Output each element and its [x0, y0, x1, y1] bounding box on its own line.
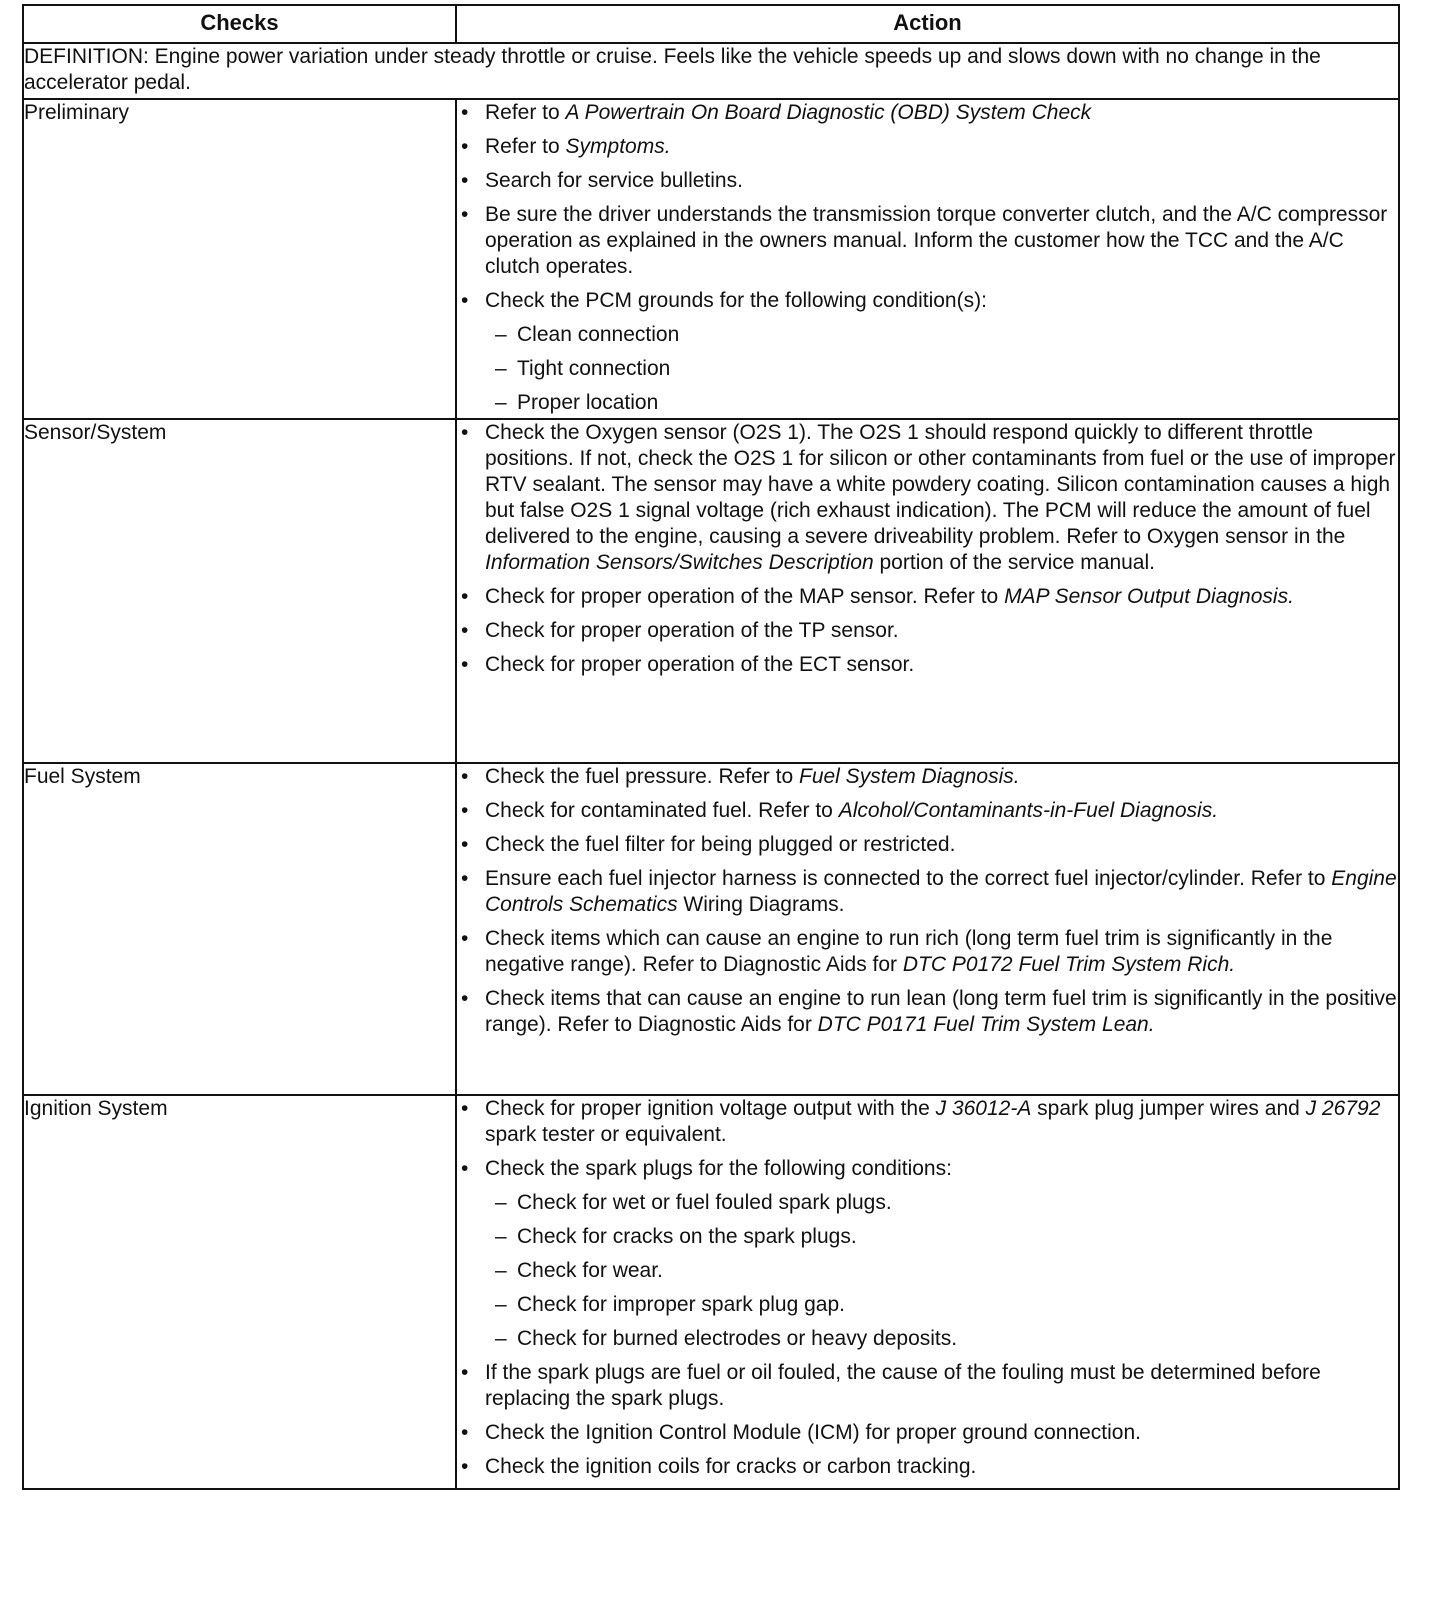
text-run: Refer to: [485, 101, 566, 124]
bullet-dot-icon: •: [461, 927, 469, 950]
text-run: Check for proper ignition voltage output with the: [485, 1097, 936, 1120]
bullet-text: [485, 799, 1218, 822]
bullet-text: [485, 1455, 976, 1478]
dash-icon: –: [495, 1293, 507, 1316]
action-bullet: [457, 420, 1398, 576]
bullet-dot-icon: •: [461, 135, 469, 158]
dash-icon: –: [495, 323, 507, 346]
action-bullet: [457, 168, 1398, 194]
bullet-text: [485, 1157, 952, 1180]
bullet-dot-icon: •: [461, 1361, 469, 1384]
sub-condition-text: Proper location: [517, 391, 659, 414]
text-run: Check for proper operation of the ECT sensor.: [485, 653, 915, 676]
action-cell: [456, 763, 1398, 1095]
bullet-dot-icon: •: [461, 1421, 469, 1444]
bullet-text: [485, 101, 1091, 124]
action-bullet: [457, 986, 1398, 1038]
diagnostic-table: [24, 6, 1398, 1488]
action-bullet: [457, 584, 1398, 610]
sub-condition-item: [485, 390, 1398, 416]
header-row: [24, 6, 1398, 43]
action-list: [457, 764, 1398, 1038]
action-bullet: [457, 866, 1398, 918]
bullet-dot-icon: •: [461, 653, 469, 676]
text-run: Check the PCM grounds for the following condition(s):: [485, 289, 987, 312]
reference-title: Alcohol/Contaminants-in-Fuel Diagnosis.: [838, 799, 1219, 822]
action-bullet: [457, 1096, 1398, 1148]
text-run: Check for proper operation of the MAP sensor. Refer to: [485, 585, 1005, 608]
bullet-dot-icon: •: [461, 833, 469, 856]
sub-condition-item: [485, 322, 1398, 348]
action-cell: [456, 99, 1398, 419]
reference-title: DTC P0171 Fuel Trim System Lean.: [817, 1013, 1155, 1036]
sub-condition-text: Clean connection: [517, 323, 680, 346]
check-cell-ignition-system: Ignition System: [24, 1095, 456, 1488]
bullet-text: [485, 135, 671, 158]
bullet-dot-icon: •: [461, 289, 469, 312]
checks-column-header: Checks: [24, 6, 456, 43]
table-row: [24, 419, 1398, 763]
bullet-dot-icon: •: [461, 765, 469, 788]
action-bullet: [457, 926, 1398, 978]
action-bullet: [457, 1156, 1398, 1352]
bullet-dot-icon: •: [461, 421, 469, 444]
definition-text: DEFINITION: Engine power variation under steady throttle or cruise. Feels like the vehicle speeds up and slows down with no change in the accelerator pedal.: [24, 43, 1398, 99]
reference-title: J 26792: [1305, 1097, 1381, 1120]
sub-condition-item: [485, 356, 1398, 382]
action-list: [457, 1096, 1398, 1480]
bullet-text: [485, 585, 1294, 608]
reference-title: J 36012-A: [935, 1097, 1032, 1120]
text-run: Wiring Diagrams.: [677, 893, 845, 916]
sub-condition-item: [485, 1224, 1398, 1250]
bullet-text: [485, 927, 1332, 976]
definition-row: [24, 43, 1398, 99]
table-row: [24, 1095, 1398, 1488]
sub-condition-item: [485, 1326, 1398, 1352]
sub-condition-item: [485, 1190, 1398, 1216]
reference-title: Information Sensors/Switches Description: [485, 551, 874, 574]
action-bullet: [457, 652, 1398, 678]
dash-icon: –: [495, 1191, 507, 1214]
table-row: [24, 763, 1398, 1095]
bullet-dot-icon: •: [461, 987, 469, 1010]
dash-icon: –: [495, 1259, 507, 1282]
bullet-text: [485, 1097, 1380, 1146]
action-bullet: [457, 1420, 1398, 1446]
sub-condition-text: Check for cracks on the spark plugs.: [517, 1225, 857, 1248]
text-run: portion of the service manual.: [873, 551, 1155, 574]
action-bullet: [457, 1454, 1398, 1480]
text-run: Ensure each fuel injector harness is connected to the correct fuel injector/cylinder. Refer to: [485, 867, 1332, 890]
bullet-text: [485, 169, 743, 192]
action-bullet: [457, 134, 1398, 160]
bullet-text: [485, 987, 1397, 1036]
reference-title: A Powertrain On Board Diagnostic (OBD) System Check: [565, 101, 1092, 124]
bullet-dot-icon: •: [461, 1455, 469, 1478]
text-run: Be sure the driver understands the transmission torque converter clutch, and the A/C compressor operation as explained in the owners manual. Inform the customer how the TCC and the A/C clutch operates.: [485, 203, 1388, 278]
action-bullet: [457, 798, 1398, 824]
sub-condition-list: [485, 322, 1398, 416]
action-column-header: Action: [456, 6, 1398, 43]
bullet-text: [485, 289, 987, 312]
bullet-dot-icon: •: [461, 799, 469, 822]
sub-condition-item: [485, 1258, 1398, 1284]
bullet-text: [485, 203, 1387, 278]
bullet-dot-icon: •: [461, 101, 469, 124]
action-bullet: [457, 100, 1398, 126]
text-run: spark tester or equivalent.: [485, 1123, 727, 1146]
check-cell-preliminary: Preliminary: [24, 99, 456, 419]
bullet-dot-icon: •: [461, 1157, 469, 1180]
bullet-dot-icon: •: [461, 585, 469, 608]
text-run: spark plug jumper wires and: [1031, 1097, 1306, 1120]
bullet-text: [485, 867, 1397, 916]
action-bullet: [457, 618, 1398, 644]
table-row: [24, 99, 1398, 419]
text-run: Check the Ignition Control Module (ICM) for proper ground connection.: [485, 1421, 1142, 1444]
text-run: Check the fuel filter for being plugged or restricted.: [485, 833, 956, 856]
bullet-text: [485, 421, 1395, 574]
text-run: Check the ignition coils for cracks or carbon tracking.: [485, 1455, 977, 1478]
text-run: Check for proper operation of the TP sensor.: [485, 619, 899, 642]
diagnostic-table-sheet: [22, 4, 1400, 1490]
check-cell-fuel-system: Fuel System: [24, 763, 456, 1095]
text-run: Check the Oxygen sensor (O2S 1). The O2S 1 should respond quickly to different throttle positions. If not, check the O2S 1 for silicon or other contaminants from fuel or the use of improper RTV sealant. The sensor may have a white powdery coating. Silicon contamination causes a high but false O2S 1 signal voltage (rich exhaust indication). The PCM will reduce the amount of fuel delivered to the engine, causing a severe driveability problem. Refer to Oxygen sensor in the: [485, 421, 1396, 548]
bullet-dot-icon: •: [461, 1097, 469, 1120]
dash-icon: –: [495, 1327, 507, 1350]
dash-icon: –: [495, 1225, 507, 1248]
sub-condition-text: Tight connection: [517, 357, 671, 380]
check-cell-sensor-system: Sensor/System: [24, 419, 456, 763]
bullet-text: [485, 1361, 1321, 1410]
text-run: Check the spark plugs for the following conditions:: [485, 1157, 952, 1180]
bullet-text: [485, 1421, 1141, 1444]
text-run: Check the fuel pressure. Refer to: [485, 765, 799, 788]
bullet-dot-icon: •: [461, 203, 469, 226]
text-run: Check items that can cause an engine to run lean (long term fuel trim is significantly in the positive range). Refer to Diagnostic Aids for: [485, 987, 1397, 1036]
action-bullet: [457, 288, 1398, 416]
text-run: Check items which can cause an engine to run rich (long term fuel trim is significantly in the negative range). Refer to Diagnostic Aids for: [485, 927, 1333, 976]
action-cell: [456, 1095, 1398, 1488]
action-list: [457, 100, 1398, 416]
sub-condition-text: Check for wet or fuel fouled spark plugs.: [517, 1191, 892, 1214]
action-bullet: [457, 1360, 1398, 1412]
bullet-text: [485, 765, 1020, 788]
text-run: If the spark plugs are fuel or oil fouled, the cause of the fouling must be determined before replacing the spark plugs.: [485, 1361, 1321, 1410]
sub-condition-list: [485, 1190, 1398, 1352]
reference-title: Symptoms.: [565, 135, 671, 158]
reference-title: MAP Sensor Output Diagnosis.: [1004, 585, 1294, 608]
reference-title: DTC P0172 Fuel Trim System Rich.: [902, 953, 1236, 976]
bullet-dot-icon: •: [461, 169, 469, 192]
bullet-text: [485, 653, 914, 676]
action-bullet: [457, 764, 1398, 790]
reference-title: Fuel System Diagnosis.: [799, 765, 1020, 788]
bullet-text: [485, 833, 955, 856]
bullet-dot-icon: •: [461, 867, 469, 890]
action-bullet: [457, 202, 1398, 280]
sub-condition-text: Check for burned electrodes or heavy deposits.: [517, 1327, 958, 1350]
action-bullet: [457, 832, 1398, 858]
sub-condition-item: [485, 1292, 1398, 1318]
action-list: [457, 420, 1398, 678]
text-run: Check for contaminated fuel. Refer to: [485, 799, 839, 822]
sub-condition-text: Check for improper spark plug gap.: [517, 1293, 845, 1316]
reference-title: Engine Controls Schematics: [485, 867, 1397, 916]
bullet-dot-icon: •: [461, 619, 469, 642]
dash-icon: –: [495, 357, 507, 380]
sub-condition-text: Check for wear.: [517, 1259, 663, 1282]
bullet-text: [485, 619, 899, 642]
text-run: Refer to: [485, 135, 566, 158]
action-cell: [456, 419, 1398, 763]
text-run: Search for service bulletins.: [485, 169, 743, 192]
dash-icon: –: [495, 391, 507, 414]
